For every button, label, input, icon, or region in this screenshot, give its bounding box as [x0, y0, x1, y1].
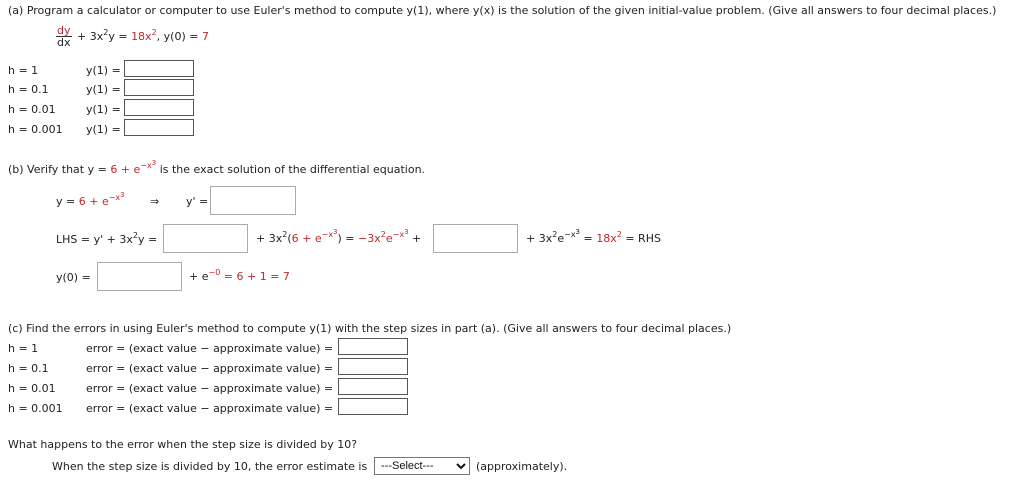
mid-red-exp-base: −x	[321, 230, 334, 239]
part-b-header	[8, 159, 426, 176]
solution-line	[56, 191, 125, 208]
mid-term-exponent: 2	[380, 230, 386, 239]
mid-equals: =	[341, 232, 359, 245]
error-answer-h0.01[interactable]	[338, 378, 408, 395]
end-e-exponent	[564, 230, 580, 239]
verify-exp-power: 3	[151, 159, 157, 167]
lhs-middle-expression	[256, 228, 422, 245]
end-red-exponent: 2	[616, 230, 622, 239]
mid-term-e: e	[385, 232, 393, 245]
initial-value: 7	[201, 30, 209, 43]
sol-exp-base: −x	[108, 193, 121, 202]
end-red: 18x	[596, 232, 617, 245]
verify-exponent	[140, 161, 156, 170]
end-equals: =	[580, 232, 597, 245]
y1-label-3: y(1) =	[86, 103, 121, 116]
lhs-answer-box-1[interactable]	[163, 224, 248, 253]
eq-rhs: 18x	[131, 30, 152, 43]
y0-answer-box[interactable]	[97, 262, 182, 291]
eq-y-equals: y =	[108, 30, 132, 43]
dy-dx-fraction	[56, 26, 72, 48]
lhs-exponent: 2	[132, 231, 138, 240]
eq-comma: ,	[156, 30, 164, 43]
mid-term-e-exponent	[393, 230, 409, 239]
mid-exponent: 2	[282, 230, 288, 239]
approx-label: (approximately).	[476, 460, 568, 473]
mid-red-term: 6 + e	[291, 232, 322, 245]
mid-paren-open: (	[287, 232, 292, 245]
euler-answer-h0.1[interactable]	[124, 79, 194, 96]
lhs-end-expression	[526, 228, 661, 245]
mid-term-eexp-base: −x	[392, 230, 405, 239]
y0-tail-plus: + e	[189, 270, 209, 283]
error-label-3: error = (exact value − approximate value) =	[86, 382, 334, 395]
eq-exponent: 2	[103, 28, 109, 37]
mid-term: −3x	[358, 232, 381, 245]
sol-rhs: 6 + e	[78, 195, 109, 208]
error-answer-h1[interactable]	[338, 338, 408, 355]
end-e: e	[557, 232, 565, 245]
y1-label-2: y(1) =	[86, 83, 121, 96]
error-h-label-2: h = 0.1	[8, 362, 49, 375]
verify-suffix: is the exact solution of the differential equation.	[156, 163, 426, 176]
mid-term-eexp-power: 3	[404, 228, 409, 236]
verify-exp-base: −x	[140, 161, 152, 170]
y1-label-1: y(1) =	[86, 64, 121, 77]
sol-y: y =	[56, 195, 79, 208]
error-answer-h0.001[interactable]	[338, 398, 408, 415]
lhs-label	[56, 233, 157, 246]
y1-label-4: y(1) =	[86, 123, 121, 136]
implies-arrow-icon: ⇒	[150, 195, 160, 208]
h-label-4: h = 0.001	[8, 123, 63, 136]
h-label-2: h = 0.1	[8, 83, 49, 96]
eq-plus-term: + 3x	[77, 30, 104, 43]
lhs-answer-box-2[interactable]	[433, 224, 518, 253]
end-rhs: = RHS	[621, 232, 661, 245]
euler-answer-h0.01[interactable]	[124, 99, 194, 116]
end-eexp-power: 3	[575, 228, 581, 236]
y0-label: y(0) =	[56, 271, 91, 284]
euler-answer-h0.001[interactable]	[124, 119, 194, 136]
error-label-4: error = (exact value − approximate value) =	[86, 402, 334, 415]
end-exponent: 2	[552, 230, 558, 239]
error-label-1: error = (exact value − approximate value) =	[86, 342, 334, 355]
end-plus: + 3x	[526, 232, 553, 245]
error-h-label-1: h = 1	[8, 342, 39, 355]
mid-red-exponent	[322, 230, 338, 239]
verify-solution: 6 + e	[110, 163, 141, 176]
dx-denominator: dx	[57, 36, 71, 49]
h-label-3: h = 0.01	[8, 103, 56, 116]
differential-equation	[56, 26, 209, 48]
lhs-tail: y =	[137, 233, 158, 246]
yprime-label: y' =	[186, 195, 209, 208]
initial-condition: y(0) =	[163, 30, 202, 43]
part-c-header: (c) Find the errors in using Euler's method to compute y(1) with the step sizes in part (a). (Give all answers to four decimal places.)	[8, 322, 732, 335]
error-answer-h0.1[interactable]	[338, 358, 408, 375]
part-a-header: (a) Program a calculator or computer to use Euler's method to compute y(1), where y(x) is the solution of the given initial-value problem. (Give all answers to four decimal places.)	[8, 4, 997, 17]
mid-plus-2: +	[408, 232, 422, 245]
mid-plus: + 3x	[256, 232, 283, 245]
end-eexp-base: −x	[564, 230, 576, 239]
y0-tail-result: = 6 + 1 = 7	[220, 270, 290, 283]
h-label-1: h = 1	[8, 64, 39, 77]
error-trend-select[interactable]	[374, 457, 470, 475]
eq-rhs-exponent: 2	[151, 28, 157, 37]
mid-paren-close: )	[337, 232, 342, 245]
dy-numerator: dy	[57, 24, 71, 37]
sol-exp-power: 3	[120, 191, 125, 199]
y0-tail	[189, 270, 290, 283]
y0-tail-exponent: −0	[208, 268, 221, 277]
step-size-question: What happens to the error when the step size is divided by 10?	[8, 438, 358, 451]
sol-exponent	[109, 193, 125, 202]
mid-red-exp-power: 3	[333, 228, 338, 236]
error-h-label-3: h = 0.01	[8, 382, 56, 395]
euler-answer-h1[interactable]	[124, 60, 194, 77]
error-label-2: error = (exact value − approximate value) =	[86, 362, 334, 375]
lhs-text: LHS = y' + 3x	[56, 233, 133, 246]
verify-prefix: (b) Verify that y =	[8, 163, 111, 176]
yprime-answer[interactable]	[210, 186, 296, 215]
error-h-label-4: h = 0.001	[8, 402, 63, 415]
step-size-sentence: When the step size is divided by 10, the error estimate is	[52, 460, 368, 473]
